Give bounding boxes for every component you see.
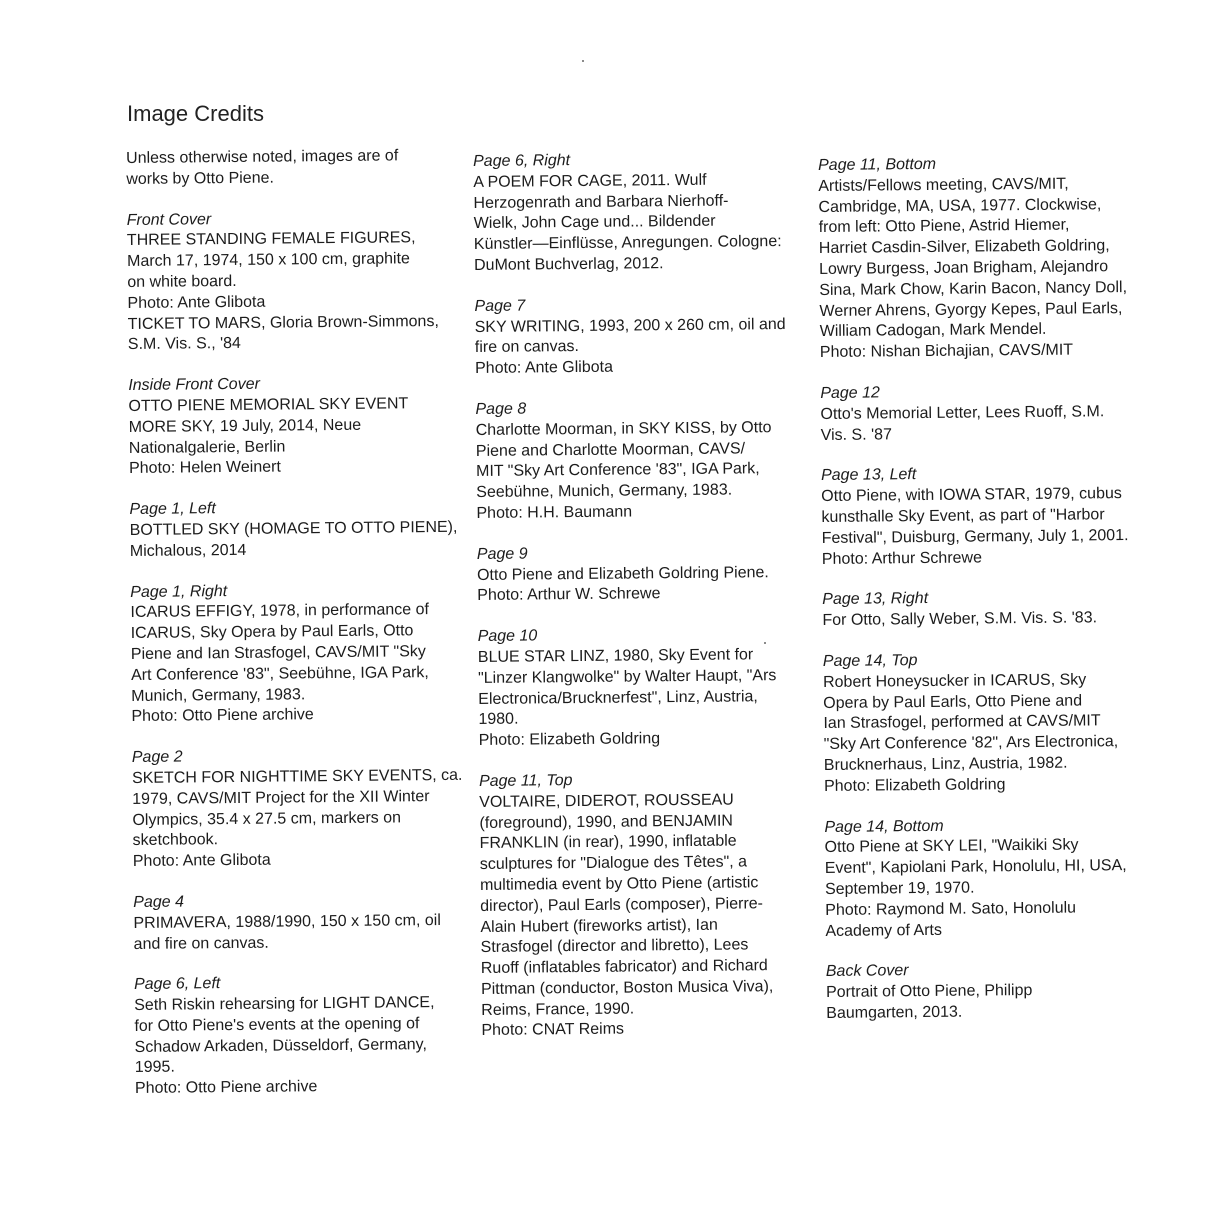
credit-entry-title: Back Cover — [825, 962, 909, 981]
credit-entry-line: Michalous, 2014 — [129, 541, 247, 560]
credit-entry-line: Event", Kapiolani Park, Honolulu, HI, USA, — [824, 857, 1127, 878]
credit-entry-line: 1979, CAVS/MIT Project for the XII Winter — [132, 787, 430, 808]
credit-entry-line: Photo: Elizabeth Goldring — [823, 775, 1006, 795]
credit-entry-title: Page 2 — [131, 748, 183, 767]
credit-entry-line: FRANKLIN (in rear), 1990, inflatable — [479, 832, 737, 853]
credit-entry-line: Photo: Ante Glibota — [127, 293, 266, 312]
credit-entry-line: Robert Honeysucker in ICARUS, Sky — [822, 671, 1087, 691]
credit-entry-line: VOLTAIRE, DIDEROT, ROUSSEAU — [479, 791, 734, 811]
credit-entry-line: from left: Otto Piene, Astrid Hiemer, — [818, 216, 1070, 237]
credit-entry — [826, 959, 1157, 1025]
credit-entry-line: Seebühne, Munich, Germany, 1983. — [476, 481, 733, 502]
credit-entry — [127, 207, 468, 356]
credit-entry-line: SKETCH FOR NIGHTTIME SKY EVENTS, ca. — [131, 766, 463, 787]
credit-entry-line: Ian Strasfogel, performed at CAVS/MIT — [823, 712, 1101, 733]
credit-entry-line: S.M. Vis. S., '84 — [127, 335, 241, 354]
credit-entry-line: 1995. — [134, 1059, 175, 1077]
credit-entry — [821, 463, 1152, 570]
credit-entry — [479, 769, 817, 1043]
page-title: Image Credits — [127, 101, 264, 126]
credit-entry-line: kunsthalle Sky Event, as part of "Harbor — [821, 506, 1105, 526]
credit-entry-title: Page 9 — [476, 545, 528, 563]
credit-entry-line: sculptures for "Dialogue des Têtes", a — [479, 853, 748, 874]
credit-entry-line: Alain Hubert (fireworks artist), Ian — [480, 916, 718, 936]
credit-entry-line: Otto Piene at SKY LEI, "Waikiki Sky — [824, 836, 1079, 857]
intro-line: works by Otto Piene. — [126, 169, 274, 188]
credit-entry-line: Pittman (conductor, Boston Musica Viva), — [480, 978, 774, 998]
credit-entry-title: Page 4 — [133, 893, 185, 911]
credit-entry-line: A POEM FOR CAGE, 2011. Wulf — [473, 171, 707, 191]
credit-entry-line: March 17, 1974, 150 x 100 cm, graphite — [127, 250, 410, 271]
credit-entry — [818, 153, 1150, 364]
credit-entry — [129, 497, 470, 563]
credit-entry-line: Photo: CNAT Reims — [481, 1021, 625, 1040]
credit-entry-line: Munich, Germany, 1983. — [131, 685, 306, 705]
credit-entry — [474, 294, 810, 380]
credit-entry-line: Festival", Duisburg, Germany, July 1, 2001. — [821, 526, 1129, 547]
credit-entry-line: 1980. — [478, 710, 519, 729]
credit-entry-title: Page 13, Left — [820, 466, 917, 485]
credit-entry-line: ICARUS, Sky Opera by Paul Earls, Otto — [130, 622, 414, 643]
credit-entry-title: Page 6, Right — [473, 152, 571, 170]
credit-entry-line: Piene and Charlotte Moorman, CAVS/ — [475, 439, 746, 460]
credit-entry-line: THREE STANDING FEMALE FIGURES, — [126, 229, 416, 250]
credit-entry-line: Herzogenrath and Barbara Nierhoff- — [473, 192, 729, 212]
credit-entry-line: Photo: Otto Piene archive — [134, 1078, 318, 1098]
credits-column-3 — [818, 153, 1157, 1045]
credit-entry-title: Page 14, Top — [822, 652, 918, 670]
credits-column-2 — [473, 149, 817, 1062]
credit-entry-line: sketchbook. — [132, 831, 219, 850]
credit-entry — [823, 649, 1154, 798]
credit-entry-line: Vis. S. '87 — [820, 425, 893, 444]
intro-text — [126, 146, 466, 191]
credit-entry-line: Cambridge, MA, USA, 1977. Clockwise, — [818, 195, 1102, 216]
credit-entry-line: MIT "Sky Art Conference '83", IGA Park, — [475, 460, 760, 481]
credit-entry-line: BOTTLED SKY (HOMAGE TO OTTO PIENE), — [129, 518, 458, 539]
credit-entry-line: fire on canvas. — [474, 338, 580, 357]
credit-entry-line: PRIMAVERA, 1988/1990, 150 x 150 cm, oil — [133, 911, 441, 932]
credit-entry — [134, 972, 475, 1100]
credit-entry-line: and fire on canvas. — [133, 934, 269, 953]
credit-entry-title: Page 1, Right — [130, 582, 228, 601]
credit-entry-title: Page 14, Bottom — [824, 817, 944, 836]
credit-entry-line: Otto Piene and Elizabeth Goldring Piene. — [476, 563, 769, 584]
credit-entry-title: Page 1, Left — [129, 500, 216, 519]
credit-entry-line: Olympics, 35.4 x 27.5 cm, markers on — [132, 808, 402, 829]
scan-speck — [582, 60, 584, 62]
credit-entry-line: Opera by Paul Earls, Otto Piene and — [823, 692, 1083, 712]
credit-entry-line: September 19, 1970. — [824, 879, 975, 898]
credit-entry-line: BLUE STAR LINZ, 1980, Sky Event for — [477, 646, 754, 666]
credit-entry — [822, 587, 1152, 632]
credit-entry-line: Seth Riskin rehearsing for LIGHT DANCE, — [134, 994, 435, 1015]
credit-entry-title: Page 11, Top — [478, 771, 573, 790]
credit-entry-line: Baumgarten, 2013. — [826, 1003, 963, 1022]
credit-entry-line: Lowry Burgess, Joan Brigham, Alejandro — [819, 258, 1109, 278]
credit-entry — [475, 397, 811, 525]
credit-entry-line: Photo: H.H. Baumann — [476, 503, 633, 522]
credit-entry-line: Reims, France, 1990. — [481, 1000, 635, 1019]
credit-entry — [824, 814, 1155, 942]
credit-entry-line: Harriet Casdin-Silver, Elizabeth Goldring, — [818, 237, 1110, 258]
credit-entry-line: Academy of Arts — [825, 921, 943, 940]
credit-entry-line: ICARUS EFFIGY, 1978, in performance of — [130, 601, 430, 622]
credit-entry-line: multimedia event by Otto Piene (artistic — [479, 874, 759, 894]
credit-entry-line: Schadow Arkaden, Düsseldorf, Germany, — [134, 1035, 427, 1056]
credit-entry-line: SKY WRITING, 1993, 200 x 260 cm, oil and — [474, 315, 786, 336]
credit-entry-line: Künstler—Einflüsse, Anregungen. Cologne: — [473, 233, 782, 254]
credit-entry-line: OTTO PIENE MEMORIAL SKY EVENT — [128, 395, 409, 415]
credit-entry-line: Photo: Ante Glibota — [474, 358, 614, 378]
credit-entry-line: Charlotte Moorman, in SKY KISS, by Otto — [475, 418, 772, 439]
credit-entry-line: Photo: Helen Weinert — [128, 458, 281, 478]
credit-entry-line: Photo: Raymond M. Sato, Honolulu — [825, 899, 1077, 919]
credit-entry-line: DuMont Buchverlag, 2012. — [474, 255, 664, 274]
credit-entry-title: Page 12 — [820, 384, 880, 402]
credit-entry — [473, 149, 809, 277]
credits-column-1 — [126, 146, 475, 1120]
credit-entry-line: Artists/Fellows meeting, CAVS/MIT, — [818, 175, 1069, 195]
credit-entry-line: William Cadogan, Mark Mendel. — [819, 321, 1047, 341]
credit-entry-line: Ruoff (inflatables fabricator) and Richard — [480, 957, 768, 978]
credit-entry-line: Photo: Arthur W. Schrewe — [477, 585, 661, 605]
credit-entry-title: Page 6, Left — [133, 975, 221, 994]
credit-entry — [132, 745, 473, 873]
credit-entry-line: For Otto, Sally Weber, S.M. Vis. S. '83. — [822, 609, 1098, 630]
credit-entry-line: on white board. — [127, 272, 237, 291]
credit-entry-line: Piene and Ian Strasfogel, CAVS/MIT "Sky — [130, 643, 426, 663]
credit-entry-line: Otto Piene, with IOWA STAR, 1979, cubus — [821, 485, 1122, 506]
credit-entry-title: Inside Front Cover — [128, 375, 260, 395]
credit-entry-line: TICKET TO MARS, Gloria Brown-Simmons, — [127, 312, 439, 333]
credit-entry-line: Werner Ahrens, Gyorgy Kepes, Paul Earls, — [819, 299, 1123, 320]
credit-entry-line: Portrait of Otto Piene, Philipp — [825, 982, 1033, 1002]
credit-entry — [478, 624, 814, 752]
credit-entry-line: Otto's Memorial Letter, Lees Ruoff, S.M. — [820, 403, 1105, 423]
credit-entry-line: Photo: Otto Piene archive — [131, 706, 314, 726]
credit-entry-line: Nationalgalerie, Berlin — [128, 438, 286, 457]
credit-entry-line: Brucknerhaus, Linz, Austria, 1982. — [823, 754, 1068, 774]
credit-entry-line: director), Paul Earls (composer), Pierre- — [480, 894, 764, 915]
credit-entry-title: Page 8 — [475, 400, 527, 418]
credit-entry-line: Art Conference '83", Seebühne, IGA Park, — [130, 663, 429, 684]
credit-entry-title: Page 13, Right — [822, 590, 929, 609]
credit-entry — [128, 373, 469, 480]
credit-entry-title: Page 11, Bottom — [818, 155, 937, 174]
credit-entry-line: for Otto Piene's events at the opening of — [134, 1015, 420, 1035]
credit-entry-line: "Linzer Klangwolke" by Walter Haupt, "Ars — [477, 666, 777, 687]
credit-entry-line: Photo: Nishan Bichajian, CAVS/MIT — [819, 341, 1074, 362]
credit-entry — [130, 579, 471, 728]
credit-entry-line: Strasfogel (director and libretto), Lees — [480, 936, 749, 957]
credit-entry-line: Sina, Mark Chow, Karin Bacon, Nancy Doll, — [819, 278, 1128, 299]
credit-entry — [477, 542, 813, 608]
credit-entry-title: Page 10 — [477, 627, 538, 646]
credit-entry — [133, 890, 474, 956]
intro-line: Unless otherwise noted, images are of — [126, 147, 399, 167]
credit-entry-title: Page 7 — [474, 297, 526, 315]
credit-entry-line: (foreground), 1990, and BENJAMIN — [479, 812, 733, 832]
credit-entry-line: Photo: Arthur Schrewe — [821, 548, 983, 568]
credit-entry-line: Photo: Ante Glibota — [132, 851, 271, 871]
credit-entry — [820, 381, 1151, 447]
credit-entry-line: Photo: Elizabeth Goldring — [478, 730, 661, 750]
credit-entry-title: Front Cover — [126, 210, 212, 229]
credit-entry-line: Wielk, John Cage und... Bildender — [473, 213, 716, 233]
credit-entry-line: Electronica/Brucknerfest", Linz, Austria, — [478, 687, 758, 708]
credit-entry-line: MORE SKY, 19 July, 2014, Neue — [128, 416, 362, 436]
credit-entry-line: "Sky Art Conference '82", Ars Electronica, — [823, 733, 1119, 754]
